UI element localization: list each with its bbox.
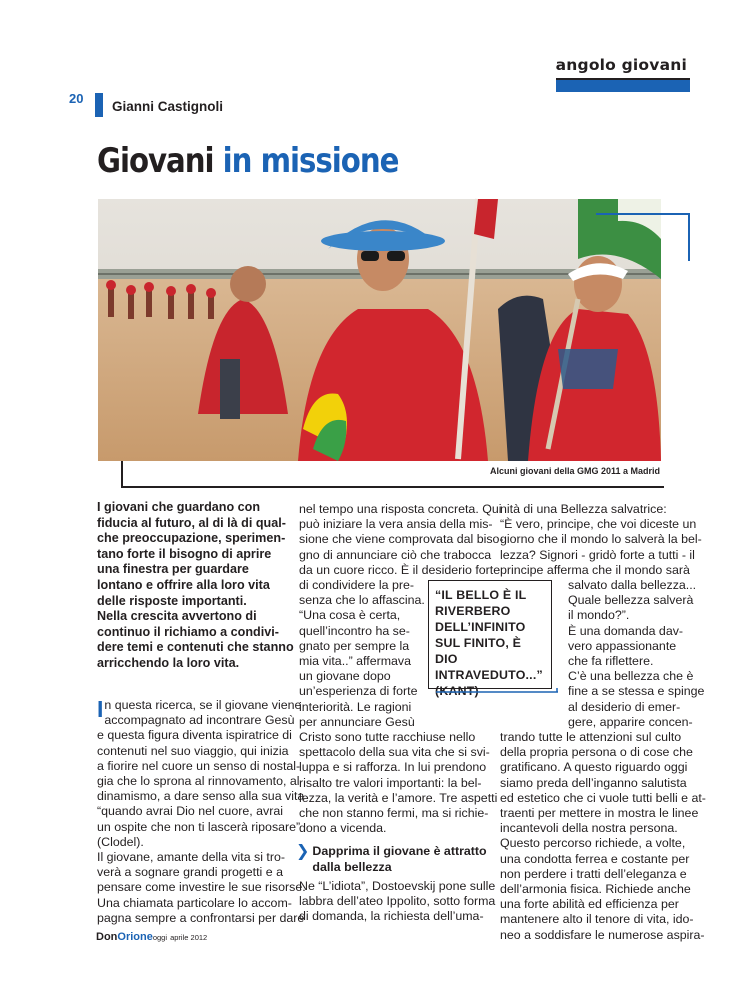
title-part2: in missione (222, 141, 399, 181)
body-line: Ne “L’idiota”, Dostoevskij pone sulle (299, 878, 496, 893)
body-line: una forte abilità ed efficienza per (500, 897, 679, 912)
body-line: (Clodel). (97, 834, 144, 849)
brand-orione: Orione (117, 931, 153, 943)
brand-don: Don (96, 931, 118, 943)
body-line: un giovane dopo (299, 669, 391, 684)
body-line: per annunciare Gesù (299, 714, 415, 729)
body-line: può iniziare la vera ansia della mis- (299, 517, 493, 532)
body-line: ed estetico che ci vuole tutti belli e at- (500, 790, 706, 805)
author-name: Gianni Castignoli (112, 99, 224, 114)
body-line: una condotta ferrea e costante per (500, 851, 690, 866)
pull-quote-underline (436, 688, 558, 696)
intro-line: continuo il richiamo a condivi- (97, 624, 279, 639)
body-line: È una domanda dav- (568, 623, 684, 638)
photo-frame-right (688, 213, 690, 261)
chevron-right-icon: ❯ (296, 843, 310, 861)
article-title (97, 141, 398, 181)
body-line: luppa e si rafforza. In lui prendono (299, 760, 487, 775)
footer-brand (96, 931, 207, 943)
body-line: che fa riflettere. (568, 654, 654, 669)
body-line: traenti per mettere in mostra le linee (500, 806, 699, 821)
body-line: nel tempo una risposta concreta. Qui (299, 502, 502, 516)
issue-date: aprile 2012 (170, 933, 208, 942)
body-line: gnato per sempre la (299, 638, 410, 653)
caption-rule (121, 461, 123, 487)
body-line: della propria persona o di cose che (500, 745, 693, 760)
column-3-body (500, 502, 706, 943)
dropcap: I (97, 696, 104, 722)
body-line: dono a vicenda. (299, 821, 387, 836)
body-line: il mondo?”. (568, 608, 630, 623)
body-line: giorno che il mondo lo salverà la bel- (500, 532, 702, 547)
intro-line: fiducia al futuro, al di là di qual- (97, 515, 286, 530)
body-line: pagna sempre a confrontarsi per dare (97, 910, 305, 925)
column-1-body (97, 696, 306, 926)
intro-line: lontano e offrire alla loro vita (97, 577, 270, 592)
article-photo (98, 199, 661, 461)
body-line: contenuti nel suo viaggio, qui inizia (97, 743, 289, 758)
intro-line: arricchendo la loro vita. (97, 655, 240, 670)
body-line: che non stanno fermi, ma si richie- (299, 806, 489, 821)
photo-illustration (98, 199, 661, 461)
body-line: incantevoli della nostra persona. (500, 821, 678, 836)
body-line: di domanda, la richiesta dell’uma- (299, 909, 484, 924)
body-line: a fiorire nel cuore un senso di nostal- (97, 758, 301, 773)
body-line: e questa figura diventa ispiratrice di (97, 728, 292, 743)
intro-line: Nella crescita avvertono di (97, 609, 257, 624)
pull-quote-text: “IL BELLO È IL RIVERBERO DELL’INFINITO SUL FINITO, È DIO INTRAVEDUTO...” (KANT) (435, 588, 543, 698)
body-line: nità di una Bellezza salvatrice: (500, 502, 667, 516)
body-line: gere, apparire concen- (568, 714, 693, 729)
body-line: non perdere i tratti dell’eleganza e (500, 866, 687, 881)
body-line: Quale bellezza salverà (568, 593, 694, 608)
body-line: pensare come investire le sue risorse. (97, 880, 306, 895)
body-line: n questa ricerca, se il giovane viene (104, 698, 302, 712)
body-line: lezza? Signori - gridò forte a tutti - il (500, 547, 695, 562)
body-line: dinamismo, a dare senso alla sua vita (97, 789, 305, 804)
section-title: angolo giovani (555, 56, 687, 74)
intro-line: delle risposte importanti. (97, 593, 247, 608)
column-2-body (296, 502, 504, 924)
body-line: accompagnato ad incontrare Gesù (104, 713, 295, 728)
author-bar (95, 93, 103, 117)
body-line: neo a soddisfare le numerose aspira- (500, 927, 705, 942)
body-line: senza che lo affascina. (299, 593, 425, 608)
caption-line (121, 486, 664, 488)
body-line: “Una cosa è certa, (299, 608, 401, 623)
intro-line: una finestra per guardare (97, 562, 249, 577)
body-line: salvato dalla bellezza... (568, 578, 697, 593)
body-line: gratificano. A questo riguardo oggi (500, 760, 688, 775)
body-line: trando tutte le attenzioni sul culto (500, 730, 682, 745)
brand-oggi: oggi (152, 933, 168, 942)
body-line: “quando avrai Dio nel cuore, avrai (97, 804, 283, 819)
subheading-text: Dapprima il giovane è attratto dalla bellezza (312, 844, 487, 874)
body-line: siamo preda dell’inganno salutista (500, 775, 687, 790)
body-line: “È vero, principe, che voi diceste un (500, 517, 697, 532)
body-line: un’esperienza di forte (299, 684, 418, 699)
body-line: sione che viene comprovata dal biso- (299, 532, 504, 547)
body-line: interiorità. Le ragioni (299, 699, 412, 714)
body-line: di condividere la pre- (299, 578, 415, 593)
body-line: gia che lo sprona al rinnovamento, al (97, 774, 300, 789)
body-line: da un cuore ricco. È il desiderio forte (299, 562, 501, 577)
body-line: mantenere alto il tenore di vita, ido- (500, 912, 694, 927)
body-line: verà a sognare grandi progetti e a (97, 865, 283, 880)
body-line: dell’armonia fisica. Richiede anche (500, 882, 691, 897)
body-line: Cristo sono tutte racchiuse nello (299, 730, 476, 745)
body-line: al desiderio di emer- (568, 699, 681, 714)
section-tag-line (556, 78, 690, 80)
body-line: un ospite che non ti lascerà riposare” (97, 819, 301, 834)
body-line: labbra dell’ateo Ippolito, sotto forma (299, 894, 496, 909)
body-line: fine a se stessa e spinge (568, 684, 705, 699)
body-line: Il giovane, amante della vita si tro- (97, 850, 286, 865)
section-tag (556, 56, 690, 94)
intro-line: dere temi e contenuti che stanno (97, 640, 294, 655)
body-line: spettacolo della sua vita che si svi- (299, 745, 490, 760)
page-number: 20 (69, 91, 84, 106)
body-line: mia vita..” affermava (299, 654, 412, 669)
body-line: C’è una bellezza che è (568, 669, 694, 684)
body-line: vero appassionante (568, 638, 677, 653)
subheading (296, 843, 489, 874)
body-line: principe afferma che il mondo sarà (500, 562, 690, 577)
photo-frame-top (596, 213, 690, 215)
body-line: Una chiamata particolare lo accom- (97, 895, 292, 910)
body-line: quell’incontro ha se- (299, 623, 410, 638)
body-line: gno di annunciare ciò che trabocca (299, 547, 492, 562)
pull-quote (428, 580, 552, 698)
section-tag-bar (556, 79, 690, 92)
intro-line: tano forte il bisogno di aprire (97, 546, 272, 561)
intro-paragraph (97, 500, 294, 672)
body-line: lezza, la verità e l’amore. Tre aspetti (299, 790, 498, 805)
intro-line: che preoccupazione, sperimen- (97, 531, 286, 546)
photo-caption: Alcuni giovani della GMG 2011 a Madrid (489, 466, 660, 476)
body-line: risalto tre valori importanti: la bel- (299, 775, 482, 790)
intro-line: I giovani che guardano con (97, 500, 261, 514)
body-line: Questo percorso richiede, a volte, (500, 836, 686, 851)
title-part1: Giovani (97, 141, 214, 181)
